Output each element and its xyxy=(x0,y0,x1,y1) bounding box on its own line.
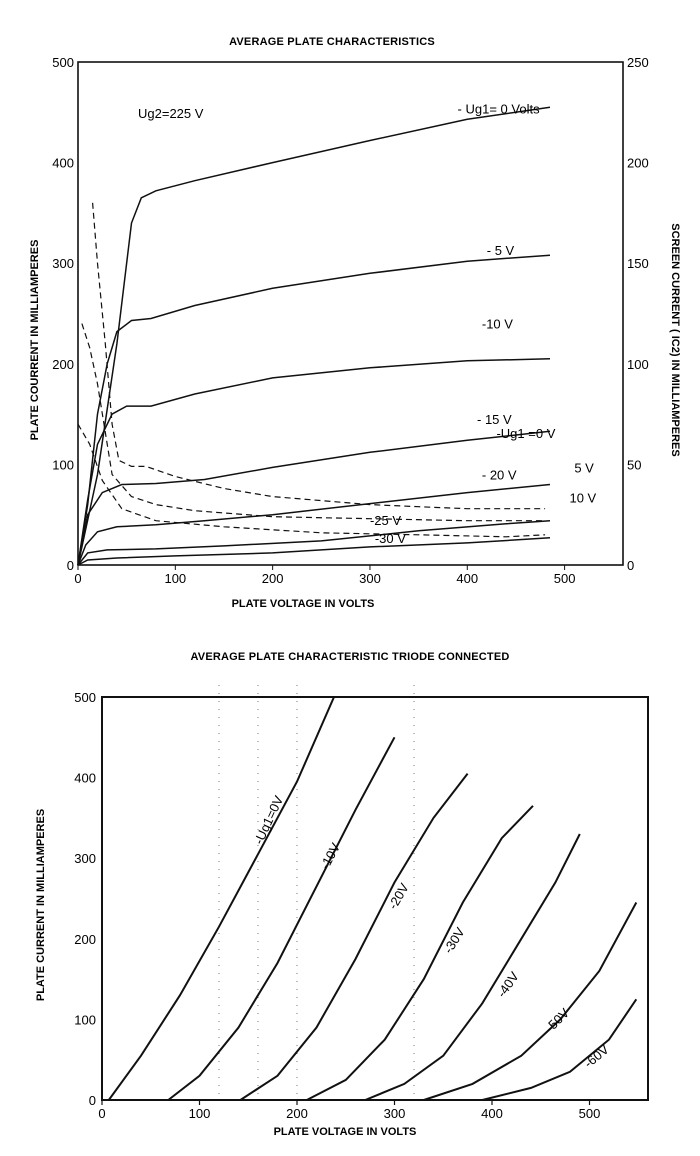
triode-curve-label: -40V xyxy=(493,969,522,1001)
screen-curve-ug1-0-v xyxy=(93,203,545,509)
chart-1-y-tick-label: 300 xyxy=(52,256,74,272)
chart-2-y-tick-label: 500 xyxy=(74,690,96,705)
chart-1-screen-voltage-annotation: Ug2=225 V xyxy=(138,106,204,121)
chart-2-x-tick-label: 0 xyxy=(98,1106,106,1121)
chart-2-y-axis-label: PLATE CURRENT IN MILLIAMPERES xyxy=(35,808,47,1002)
plate-curve-label: - Ug1= 0 Volts xyxy=(457,101,540,117)
plate-curve-20-v xyxy=(78,485,550,566)
triode-curve-label: -Ug1=0V xyxy=(250,793,287,847)
chart-2-x-axis-label: PLATE VOLTAGE IN VOLTS xyxy=(273,1126,417,1138)
triode-curve-label: -20V xyxy=(385,880,412,912)
screen-curve-10-v xyxy=(78,424,545,537)
chart-1-x-tick-label: 400 xyxy=(456,571,479,586)
chart-1-x-tick-label: 300 xyxy=(359,571,381,586)
chart-2-title: AVERAGE PLATE CHARACTERISTIC TRIODE CONNECTED xyxy=(190,651,510,663)
chart-1-y-tick-label: 0 xyxy=(66,558,74,573)
triode-curve-label: -60V xyxy=(581,1041,612,1071)
chart-1-marks xyxy=(52,55,648,586)
chart-1-x-tick-label: 100 xyxy=(164,571,187,586)
chart-1-y2-tick-label: 50 xyxy=(627,457,642,473)
chart-1-x-tick-label: 500 xyxy=(553,571,576,586)
chart-1-y2-axis-label: SCREEN CURRENT ( IC2) IN MILLIAMPERES xyxy=(669,223,681,457)
chart-1-y-axis-label: PLATE COURRENT IN MILLIAMPERES xyxy=(29,239,41,441)
chart-1-frame xyxy=(78,62,623,565)
screen-curve-label: -Ug1 =0 V xyxy=(496,426,556,442)
chart-2-y-tick-label: 0 xyxy=(88,1093,96,1108)
plate-curve-label: -25 V xyxy=(369,512,402,528)
chart-1-x-tick-label: 0 xyxy=(74,571,82,586)
chart-1-y-tick-label: 400 xyxy=(52,155,74,171)
triode-curve-label: -30V xyxy=(440,924,468,957)
chart-1-y-tick-label: 500 xyxy=(52,55,74,70)
screen-curve-label: 5 V xyxy=(574,460,594,476)
chart-1-x-tick-label: 200 xyxy=(261,571,284,586)
chart-2-grid xyxy=(219,685,414,1100)
triode-curve-label: -50V xyxy=(542,1005,573,1036)
chart-1-y2-tick-label: 150 xyxy=(627,256,649,272)
triode-curve-10v xyxy=(168,737,394,1100)
chart-2-y-tick-label: 200 xyxy=(74,931,96,947)
chart-2-x-tick-label: 100 xyxy=(188,1106,211,1121)
screen-curve-label: 10 V xyxy=(569,490,597,506)
triode-curve-40v xyxy=(365,834,580,1100)
chart-2-x-tick-label: 400 xyxy=(481,1106,503,1121)
plate-curve-label: - 20 V xyxy=(481,467,517,483)
plate-curve-10-v xyxy=(78,359,550,565)
chart-2-y-tick-label: 100 xyxy=(74,1012,96,1028)
plate-curve-label: -30 V xyxy=(374,530,406,546)
plate-curve-label: - 5 V xyxy=(486,243,515,259)
chart-1-y2-tick-label: 0 xyxy=(627,558,635,573)
chart-2-y-tick-label: 400 xyxy=(74,770,96,786)
chart-1-y2-tick-label: 100 xyxy=(627,356,649,372)
chart-1-x-axis-label: PLATE VOLTAGE IN VOLTS xyxy=(231,598,375,610)
chart-1-y-tick-label: 200 xyxy=(52,356,74,372)
plate-curve-ug1-0-volts xyxy=(78,107,550,565)
chart-2-panel xyxy=(0,620,700,1156)
chart-2-x-tick-label: 200 xyxy=(286,1106,308,1121)
plate-curve-label: - 15 V xyxy=(477,412,512,428)
triode-curve-label: -10V xyxy=(317,840,344,872)
plate-curve-15-v xyxy=(78,431,550,565)
chart-2-frame xyxy=(102,697,648,1100)
triode-curve-ug1-0v xyxy=(109,697,334,1100)
chart-2-x-tick-label: 300 xyxy=(383,1106,406,1121)
chart-2-y-tick-label: 300 xyxy=(74,851,96,867)
chart-1-y2-tick-label: 200 xyxy=(627,155,649,171)
chart-2-x-tick-label: 500 xyxy=(578,1106,601,1121)
chart-1-y2-tick-label: 250 xyxy=(627,55,649,70)
plate-curve-label: -10 V xyxy=(481,316,513,332)
chart-1-y-tick-label: 100 xyxy=(52,457,74,473)
chart-2-marks xyxy=(74,690,636,1121)
chart-2-svg xyxy=(0,620,700,1156)
chart-1-title: AVERAGE PLATE CHARACTERISTICS xyxy=(229,36,435,48)
